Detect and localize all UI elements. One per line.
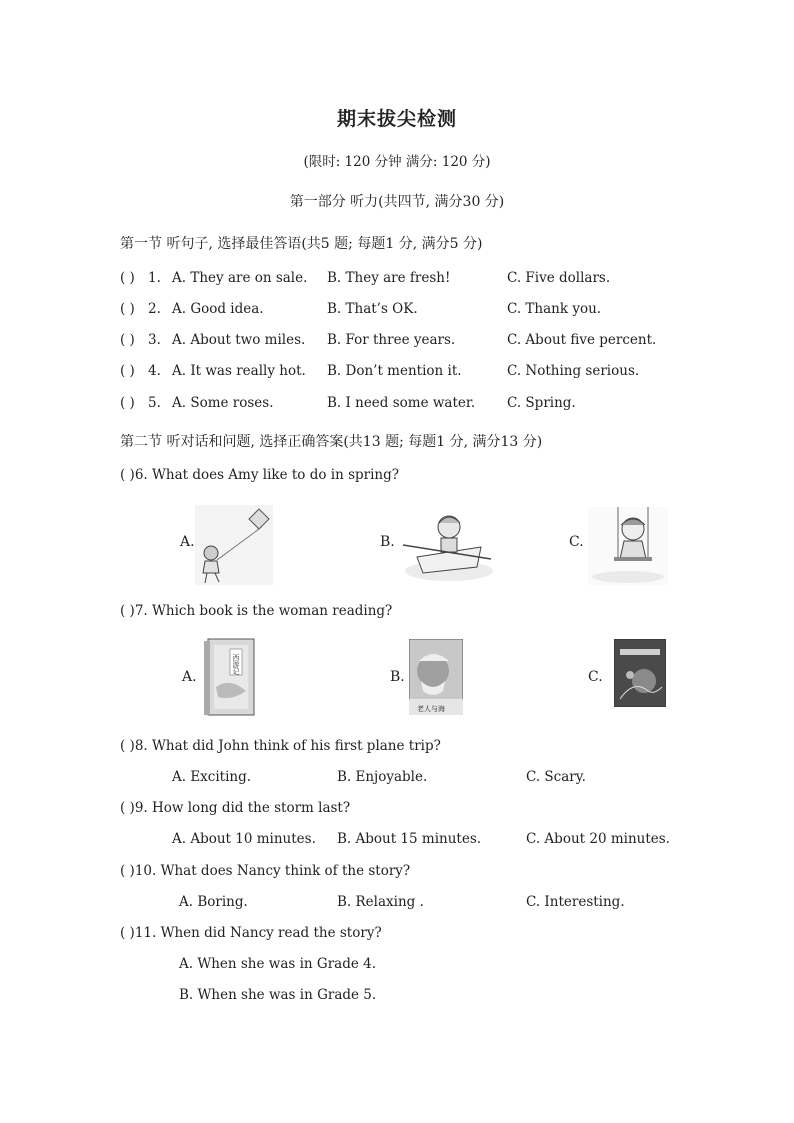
girl-flying-kite-picture[interactable] — [195, 505, 273, 585]
q6-option-b-label: B. — [380, 534, 395, 550]
question-number: 2. — [148, 301, 161, 317]
question-10-options — [0, 894, 794, 914]
option-a: A. They are on sale. — [172, 270, 308, 286]
journey-to-the-west-book-picture[interactable] — [204, 637, 256, 717]
book-a-title: 西游记 — [232, 654, 240, 675]
option-b: B. Enjoyable. — [337, 769, 428, 785]
question-11-option-a: A. When she was in Grade 4. — [179, 956, 376, 972]
question-9-text: ( )9. How long did the storm last? — [120, 800, 351, 816]
option-c: C. Interesting. — [526, 894, 625, 910]
question-7-text: ( )7. Which book is the woman reading? — [120, 603, 393, 619]
question-number: 1. — [148, 270, 161, 286]
question-5 — [120, 395, 720, 415]
time-and-score-limit: (限时: 120 分钟 满分: 120 分) — [303, 154, 491, 170]
option-a: A. Boring. — [179, 894, 248, 910]
option-b: B. For three years. — [327, 332, 456, 348]
option-c: C. Nothing serious. — [507, 363, 640, 379]
option-c: C. Spring. — [507, 395, 576, 411]
question-4 — [120, 363, 720, 383]
page-title: 期末拔尖检测 — [336, 108, 457, 130]
girl-on-swing-picture[interactable] — [588, 507, 668, 585]
option-c: C. Scary. — [526, 769, 586, 785]
option-b: B. Don’t mention it. — [327, 363, 462, 379]
option-a: A. Some roses. — [172, 395, 274, 411]
book-b-title: 老人与海 — [417, 705, 445, 713]
option-b: B. That’s OK. — [327, 301, 418, 317]
question-11-option-b: B. When she was in Grade 5. — [179, 987, 377, 1003]
q7-option-b-label: B. — [390, 669, 405, 685]
storybook-cover-picture[interactable] — [614, 639, 666, 707]
option-a: A. About two miles. — [172, 332, 306, 348]
option-a: A. It was really hot. — [172, 363, 306, 379]
option-c: C. Thank you. — [507, 301, 602, 317]
answer-blank[interactable]: ( ) — [120, 363, 135, 379]
option-b: B. About 15 minutes. — [337, 831, 482, 847]
question-number: 5. — [148, 395, 161, 411]
option-a: A. Good idea. — [172, 301, 264, 317]
question-8-text: ( )8. What did John think of his first plane trip? — [120, 738, 441, 754]
question-8-options — [0, 769, 794, 789]
option-a: A. Exciting. — [172, 769, 252, 785]
question-1 — [120, 270, 720, 290]
answer-blank[interactable]: ( ) — [120, 332, 135, 348]
answer-blank[interactable]: ( ) — [120, 395, 135, 411]
option-b: B. They are fresh! — [327, 270, 451, 286]
answer-blank[interactable]: ( ) — [120, 301, 135, 317]
option-c: C. About 20 minutes. — [526, 831, 670, 847]
question-11-text: ( )11. When did Nancy read the story? — [120, 925, 382, 941]
option-a: A. About 10 minutes. — [172, 831, 316, 847]
option-c: C. Five dollars. — [507, 270, 611, 286]
answer-blank[interactable]: ( ) — [120, 270, 135, 286]
old-man-and-the-sea-book-picture[interactable] — [409, 639, 463, 715]
q7-option-a-label: A. — [182, 669, 197, 685]
question-number: 3. — [148, 332, 161, 348]
q7-option-c-label: C. — [588, 669, 603, 685]
option-c: C. About five percent. — [507, 332, 657, 348]
option-b: B. I need some water. — [327, 395, 476, 411]
girl-in-boat-picture[interactable] — [403, 507, 493, 583]
question-9-options — [0, 831, 794, 851]
section2-heading: 第二节 听对话和问题, 选择正确答案(共13 题; 每题1 分, 满分13 分) — [120, 434, 543, 450]
question-number: 4. — [148, 363, 161, 379]
q6-option-a-label: A. — [180, 534, 195, 550]
question-10-text: ( )10. What does Nancy think of the story? — [120, 863, 411, 879]
section1-heading: 第一节 听句子, 选择最佳答语(共5 题; 每题1 分, 满分5 分) — [120, 236, 483, 252]
question-2 — [120, 301, 720, 321]
question-3 — [120, 332, 720, 352]
question-6-text: ( )6. What does Amy like to do in spring? — [120, 467, 399, 483]
option-b: B. Relaxing . — [337, 894, 424, 910]
q6-option-c-label: C. — [569, 534, 584, 550]
part1-heading: 第一部分 听力(共四节, 满分30 分) — [289, 194, 505, 210]
